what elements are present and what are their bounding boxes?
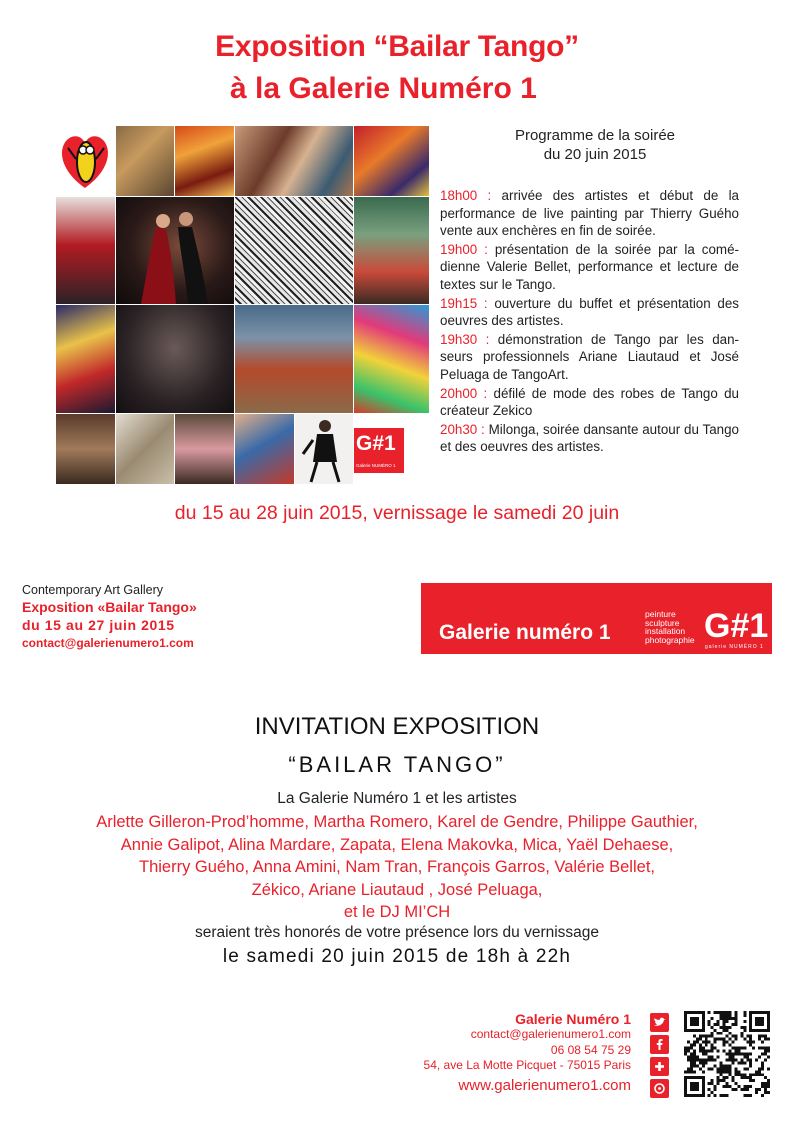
programme-text: démonstration de Tango par les dan-seurs professionnels Ariane Liautaud et José Peluaga de TangoArt.	[440, 331, 739, 382]
programme-item	[440, 187, 739, 240]
programme-time: 18h00 :	[440, 188, 492, 203]
contact-phone: 06 08 54 75 29	[550, 1042, 631, 1057]
programme-text: défilé de mode des robes de Tango du créateur Zekico	[440, 385, 739, 419]
programme-item	[440, 331, 739, 384]
programme-title-line1: Programme de la soirée	[514, 127, 676, 144]
programme-time: 19h15 :	[440, 295, 488, 311]
google-plus-icon[interactable]	[650, 1057, 669, 1076]
contact-email[interactable]: contact@galerienumero1.com	[470, 1027, 631, 1041]
page-title: Exposition “Bailar Tango”	[215, 30, 579, 63]
logo-text: G#1	[356, 432, 396, 455]
artwork-heart-figure	[56, 126, 115, 196]
invitation-intro: La Galerie Numéro 1 et les artistes	[277, 790, 517, 807]
gallery-banner	[421, 583, 772, 654]
programme-item	[440, 295, 739, 330]
programme-item	[440, 241, 739, 294]
banner-category: sculpture	[645, 617, 680, 628]
artwork-dancers-painting	[116, 126, 174, 196]
artists-line: Thierry Guého, Anna Amini, Nam Tran, François Garros, Valérie Bellet,	[139, 858, 655, 876]
banner-logo-subtext: galerie NUMÉRO 1	[705, 644, 764, 650]
artwork-tango-couple-photo	[116, 197, 234, 304]
artwork-black-white-drawing	[235, 197, 353, 304]
programme-item	[440, 385, 739, 420]
programme-time: 19h00 :	[440, 241, 488, 257]
artwork-embrace-painting	[235, 126, 353, 196]
exhibition-name: Exposition «Bailar Tango»	[22, 599, 197, 615]
programme-text: présentation de la soirée par la comé-dienne Valerie Bellet, performance et lecture de textes sur le Tango.	[440, 241, 739, 292]
programme-time: 20h00 :	[440, 385, 488, 401]
twitter-icon[interactable]	[650, 1013, 669, 1032]
artwork-blue-painting	[235, 414, 294, 484]
banner-categories	[645, 610, 695, 644]
banner-category: peinture	[645, 609, 676, 619]
contact-email-link[interactable]: contact@galerienumero1.com	[22, 636, 194, 650]
artists-line: Zékico, Ariane Liautaud , José Peluaga,	[251, 880, 543, 899]
website-link[interactable]: www.galerienumero1.com	[458, 1076, 631, 1094]
gallery-type: Contemporary Art Gallery	[22, 583, 164, 597]
contact-address: 54, ave La Motte Picquet - 75015 Paris	[423, 1058, 631, 1072]
logo-subtext: Galerie NUMÉRO 1	[356, 463, 396, 468]
programme-text: Milonga, soirée dansante autour du Tango et des oeuvres des artistes.	[440, 421, 739, 455]
artists-line: Arlette Gilleron-Prod’homme, Martha Romero, Karel de Gendre, Philippe Gauthier,	[96, 813, 698, 831]
artwork-colorful-dancers	[354, 126, 429, 196]
gallery-logo-tile	[354, 414, 429, 484]
artwork-collage	[56, 126, 429, 484]
facebook-icon[interactable]	[650, 1035, 669, 1054]
programme-text: ouverture du buffet et présentation des oeuvres des artistes.	[440, 295, 739, 329]
qr-code[interactable]	[684, 1011, 770, 1097]
banner-category: installation	[645, 626, 686, 636]
contact-gallery-name: Galerie Numéro 1	[515, 1011, 631, 1027]
artists-line: et le DJ MI’CH	[343, 903, 451, 921]
banner-category: photographie	[645, 634, 695, 645]
artwork-abstract-colorful	[354, 305, 429, 413]
artwork-pillar-photo	[56, 414, 115, 484]
vernissage-datetime: le samedi 20 juin 2015 de 18h à 22h	[222, 946, 572, 967]
exhibition-period: du 15 au 27 juin 2015	[22, 617, 175, 633]
invitation-subheading: “BAILAR TANGO”	[288, 752, 506, 777]
exhibition-dates: du 15 au 28 juin 2015, vernissage le samedi 20 juin	[174, 502, 620, 524]
artwork-dancers-dark-photo	[116, 305, 234, 413]
programme-title-line2: du 20 juin 2015	[543, 146, 647, 163]
artwork-couple-pink-dress	[175, 414, 234, 484]
programme-item	[440, 421, 739, 456]
programme-time: 19h30 :	[440, 331, 490, 347]
artwork-milonga-painting	[235, 305, 353, 413]
invitation-honor-text: seraient très honorés de votre présence lors du vernissage	[194, 924, 600, 941]
artwork-model-photo	[295, 414, 353, 484]
pinterest-icon[interactable]	[650, 1079, 669, 1098]
artwork-abstract-red	[175, 126, 234, 196]
artists-line: Annie Galipot, Alina Mardare, Zapata, Elena Makovka, Mica, Yaël Dehaese,	[120, 835, 674, 854]
banner-logo: G#1	[704, 607, 769, 645]
gallery-info-block	[22, 583, 252, 650]
artists-list	[50, 811, 744, 924]
programme-time: 20h30 :	[440, 421, 485, 437]
contact-block	[400, 1011, 631, 1094]
page-subtitle: à la Galerie Numéro 1	[230, 72, 537, 105]
invitation-heading: INVITATION EXPOSITION	[254, 713, 540, 740]
artwork-dance-floor-photo	[354, 197, 429, 304]
banner-gallery-name: Galerie numéro 1	[439, 621, 611, 644]
programme-list	[440, 187, 739, 457]
artwork-sketch-dancer	[116, 414, 174, 484]
programme-title	[470, 126, 720, 164]
programme-text: arrivée des artistes et début de la performance de live painting par Thierry Guého vente aux enchères en fin de soirée.	[440, 188, 740, 239]
artwork-yellow-figure	[56, 305, 115, 413]
artwork-red-dancer-collage	[56, 197, 115, 304]
